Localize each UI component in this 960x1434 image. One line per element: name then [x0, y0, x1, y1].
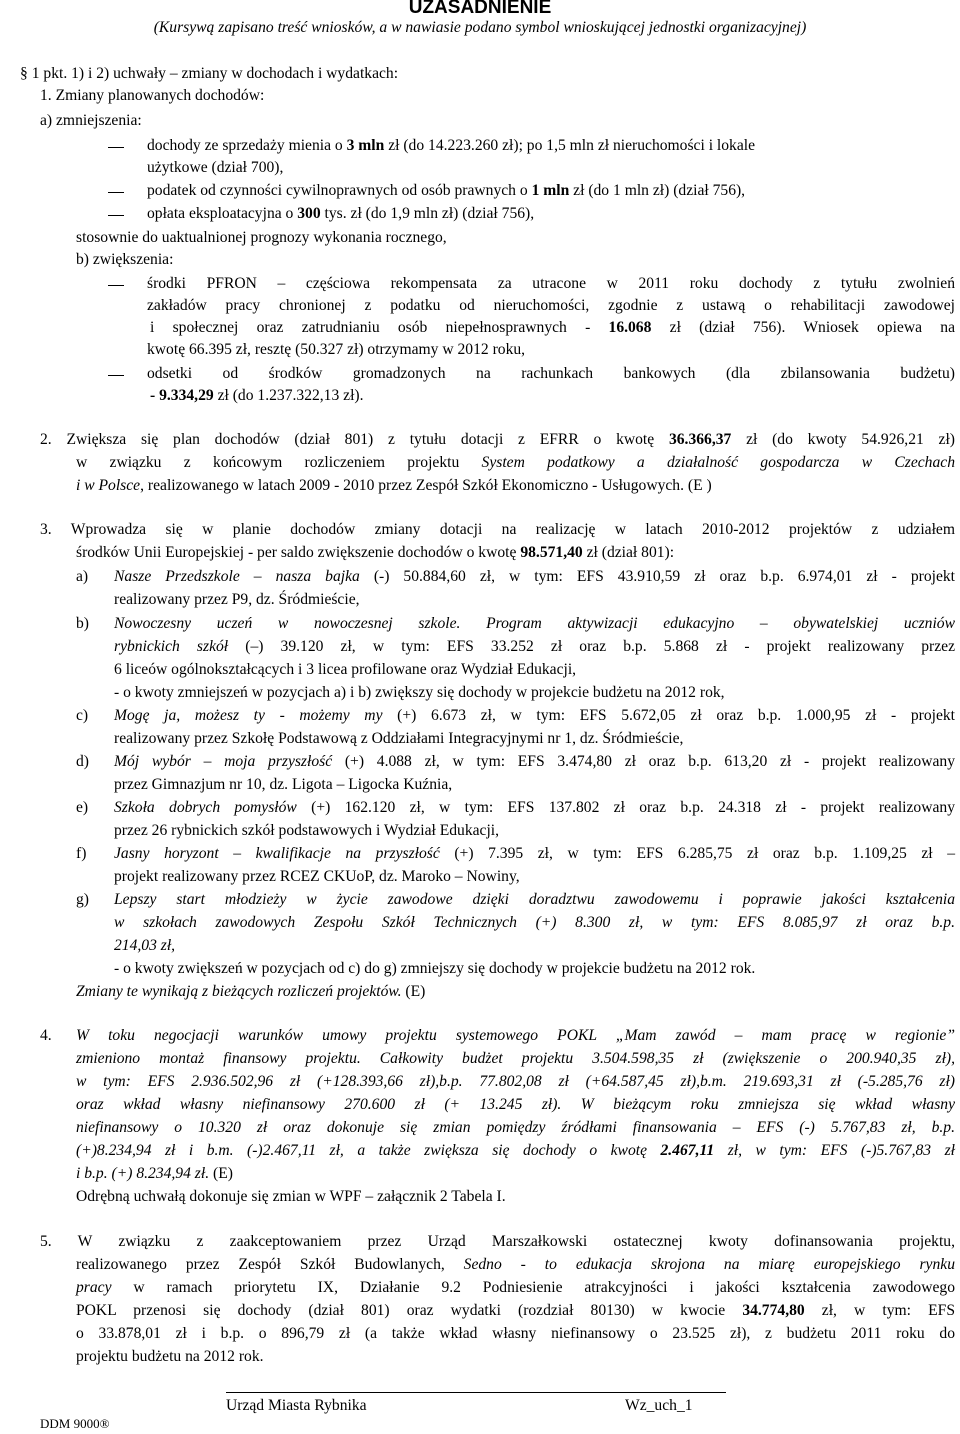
- p3-b-line1: Nowoczesny uczeń w nowoczesnej szkole. Program aktywizacji edukacyjno – obywatelskiej uczniów: [114, 615, 955, 632]
- page-title: UZASADNIENIE: [408, 0, 552, 18]
- p1-b1-line3: i społecznej oraz zatrudnianiu osób niepełnosprawnych - 16.068 zł (dział 756). Wniosek opiewa na: [150, 319, 955, 336]
- p1-a-label: a) zmniejszenia:: [40, 112, 142, 129]
- p1-a3-line: opłata eksploatacyjna o 300 tys. zł (do 1,9 mln zł) (dział 756),: [147, 205, 535, 222]
- p3-f-line1: Jasny horyzont – kwalifikacje na przyszłość (+) 7.395 zł, w tym: EFS 6.285,75 zł oraz b.p. 1.109,25 zł –: [114, 845, 955, 862]
- p3-c-line1: Mogę ja, możesz ty - możemy my (+) 6.673 zł, w tym: EFS 5.672,05 zł oraz b.p. 1.000,95 zł - projekt: [114, 707, 956, 724]
- p3-g-line2: w szkołach zawodowych Zespołu Szkół Technicznych (+) 8.300 zł, w tym: EFS 8.085,97 zł oraz b.p.: [114, 914, 955, 931]
- p3-g-line3: 214,03 zł,: [114, 937, 176, 954]
- p3-b-label: b): [76, 615, 89, 632]
- dash-bullet: [108, 215, 124, 216]
- p1-b1-line1: środki PFRON – częściowa rekompensata za utracone w 2011 roku dochody z tytułu zwolnień: [147, 275, 955, 292]
- p3-note: Zmiany te wynikają z bieżących rozliczeń projektów. (E): [76, 983, 426, 1000]
- p2-line2: w związku z końcowym rozliczeniem projektu System podatkowy a działalność gospodarcza w Czechach: [76, 454, 955, 471]
- p3-e-line2: przez 26 rybnickich szkół podstawowych i Wydział Edukacji,: [114, 822, 500, 839]
- p5-line1: 5. W związku z zaakceptowaniem przez Urząd Marszałkowski ostatecznej kwoty dofinansowania projektu,: [40, 1233, 955, 1250]
- p4-line4: oraz wkład własny niefinansowy 270.600 zł (+ 13.245 zł). W bieżącym roku zmniejsza się wkład własny: [76, 1096, 955, 1113]
- p1-b2-line1: odsetki od środków gromadzonych na rachunkach bankowych (dla zbilansowania budżetu): [147, 365, 955, 382]
- p5-line3: pracy w ramach priorytetu IX, Działanie 9.2 Podniesienie atrakcyjności i jakości kształcenia zawodowego: [76, 1279, 955, 1296]
- p3-f-label: f): [76, 845, 87, 862]
- p2-line3: i w Polsce, realizowanego w latach 2009 - 2010 przez Zespół Szkół Ekonomiczno - Usługowych. (E ): [76, 477, 712, 494]
- dash-bullet: [108, 375, 124, 376]
- p3-c-label: c): [76, 707, 89, 724]
- p4-line2: zmieniono montaż finansowy projektu. Całkowity budżet projektu 3.504.598,35 zł (zwiększenie o 200.940,35 zł),: [76, 1050, 955, 1067]
- p3-d-line1: Mój wybór – moja przyszłość (+) 4.088 zł, w tym: EFS 3.474,80 zł oraz b.p. 613,20 zł - projekt realizowany: [114, 753, 955, 770]
- footer-divider: [226, 1392, 726, 1393]
- p1-b1-line2: zakładów pracy chronionej z podatku od nieruchomości, zgodnie z ustawą o rehabilitacji zawodowej: [147, 297, 955, 314]
- p1-a1-line1: dochody ze sprzedaży mienia o 3 mln zł (do 14.223.260 zł); po 1,5 mln zł nieruchomości i lokale: [147, 137, 756, 154]
- p3-b-line2: rybnickich szkół (–) 39.120 zł, w tym: EFS 33.252 zł oraz b.p. 5.868 zł - projekt realizowany przez: [114, 638, 955, 655]
- p5-line2: realizowanego przez Zespół Szkół Budowlanych, Sedno - to edukacja skrojona na miarę europejskiego rynku: [76, 1256, 955, 1273]
- p1-b2-line2: - 9.334,29 zł (do 1.237.322,13 zł).: [150, 387, 364, 404]
- p1-b1-line4: kwotę 66.395 zł, resztę (50.327 zł) otrzymamy w 2012 roku,: [147, 341, 526, 358]
- p3-b-line3: 6 liceów ogólnokształcących i 3 licea profilowane oraz Wydział Edukacji,: [114, 661, 577, 678]
- dash-bullet: [108, 147, 124, 148]
- p3-a-line2: realizowany przez P9, dz. Śródmieście,: [114, 591, 360, 608]
- p3-e-label: e): [76, 799, 89, 816]
- p5-line6: projektu budżetu na 2012 rok.: [76, 1348, 264, 1365]
- p4-line7: i b.p. (+) 8.234,94 zł. (E): [76, 1165, 233, 1182]
- p3-g-line1: Lepszy start młodzieży w życie zawodowe dzięki doradztwu zawodowemu i poprawie jakości kształcenia: [114, 891, 955, 908]
- p1-a1-line2: użytkowe (dział 700),: [147, 159, 284, 176]
- p5-line5: o 33.878,01 zł i b.p. o 896,79 zł (a także wkład własny niefinansowy o 23.525 zł), z budżetu 2011 roku do: [76, 1325, 955, 1342]
- p4-line3: w tym: EFS 2.936.502,96 zł (+128.393,66 zł),b.p. 77.802,08 zł (+64.587,45 zł),b.m. 219.693,31 zł (-5.285,76 zł): [76, 1073, 955, 1090]
- p3-a-label: a): [76, 568, 89, 585]
- p2-line1: 2. Zwiększa się plan dochodów (dział 801) z tytułu dotacji z EFRR o kwotę 36.366,37 zł (do kwoty 54.926,21 zł): [40, 431, 956, 448]
- p3-a-line1: Nasze Przedszkole – nasza bajka (-) 50.884,60 zł, w tym: EFS 43.910,59 zł oraz b.p. 6.974,01 zł - projekt: [114, 568, 956, 585]
- p3-d-line2: przez Gimnazjum nr 10, dz. Ligota – Ligocka Kuźnia,: [114, 776, 453, 793]
- p3-f-line2: projekt realizowany przez RCEZ CKUoP, dz. Maroko – Nowiny,: [114, 868, 520, 885]
- p5-line4: POKL przenosi się dochody (dział 801) oraz wydatki (rozdział 80130) w kwocie 34.774,80 zł, w tym: EFS: [76, 1302, 955, 1319]
- p3-c-line2: realizowany przez Szkołę Podstawową z Oddziałami Integracyjnymi nr 1, dz. Śródmieście,: [114, 730, 684, 747]
- section-heading: § 1 pkt. 1) i 2) uchwały – zmiany w dochodach i wydatkach:: [20, 65, 399, 82]
- footer-office: Urząd Miasta Rybnika: [226, 1397, 367, 1414]
- dash-bullet: [108, 192, 124, 193]
- p4-line8: Odrębną uchwałą dokonuje się zmian w WPF – załącznik 2 Tabela I.: [76, 1188, 506, 1205]
- p3-b-line4: - o kwoty zmniejszeń w pozycjach a) i b) zwiększy się dochody w projekcie budżetu na 2012 rok,: [114, 684, 725, 701]
- p3-d-label: d): [76, 753, 89, 770]
- p1-title: 1. Zmiany planowanych dochodów:: [40, 87, 265, 104]
- p4-number: 4.: [40, 1027, 52, 1044]
- p3-g-line4: - o kwoty zwiększeń w pozycjach od c) do g) zmniejszy się dochody w projekcie budżetu na 2012 rok.: [114, 960, 756, 977]
- p4-line6: (+)8.234,94 zł i b.m. (-)2.467,11 zł, a także zwiększa się dochody o kwotę 2.467,11 zł, w tym: EFS (-)5.767,83 zł: [76, 1142, 955, 1159]
- p3-g-label: g): [76, 891, 89, 908]
- p1-b-label: b) zwiększenia:: [76, 251, 174, 268]
- p1-a-note: stosownie do uaktualnionej prognozy wykonania rocznego,: [76, 229, 447, 246]
- p4-line5: niefinansowy o 10.320 zł oraz dokonuje się zmian pomiędzy źródłami finansowania – EFS (-) 5.767,83 zł, b.p.: [76, 1119, 955, 1136]
- dash-bullet: [108, 285, 124, 286]
- p4-line1: W toku negocjacji warunków umowy projektu systemowego POKL „Mam zawód – mam pracę w regionie”: [76, 1027, 955, 1044]
- p1-a2-line: podatek od czynności cywilnoprawnych od osób prawnych o 1 mln zł (do 1 mln zł) (dział 756),: [147, 182, 746, 199]
- footer-ddm-mark: DDM 9000®: [40, 1416, 110, 1431]
- p3-line1: 3. Wprowadza się w planie dochodów zmiany dotacji na realizację w latach 2010-2012 projektów z udziałem: [40, 521, 955, 538]
- page-subtitle: (Kursywą zapisano treść wniosków, a w nawiasie podano symbol wnioskującej jednostki organizacyjnej): [153, 19, 807, 36]
- p3-e-line1: Szkoła dobrych pomysłów (+) 162.120 zł, w tym: EFS 137.802 zł oraz b.p. 24.318 zł - projekt realizowany: [114, 799, 956, 816]
- p3-line2: środków Unii Europejskiej - per saldo zwiększenie dochodów o kwotę 98.571,40 zł (dział 801):: [76, 544, 675, 561]
- footer-doc-code: Wz_uch_1: [625, 1397, 693, 1414]
